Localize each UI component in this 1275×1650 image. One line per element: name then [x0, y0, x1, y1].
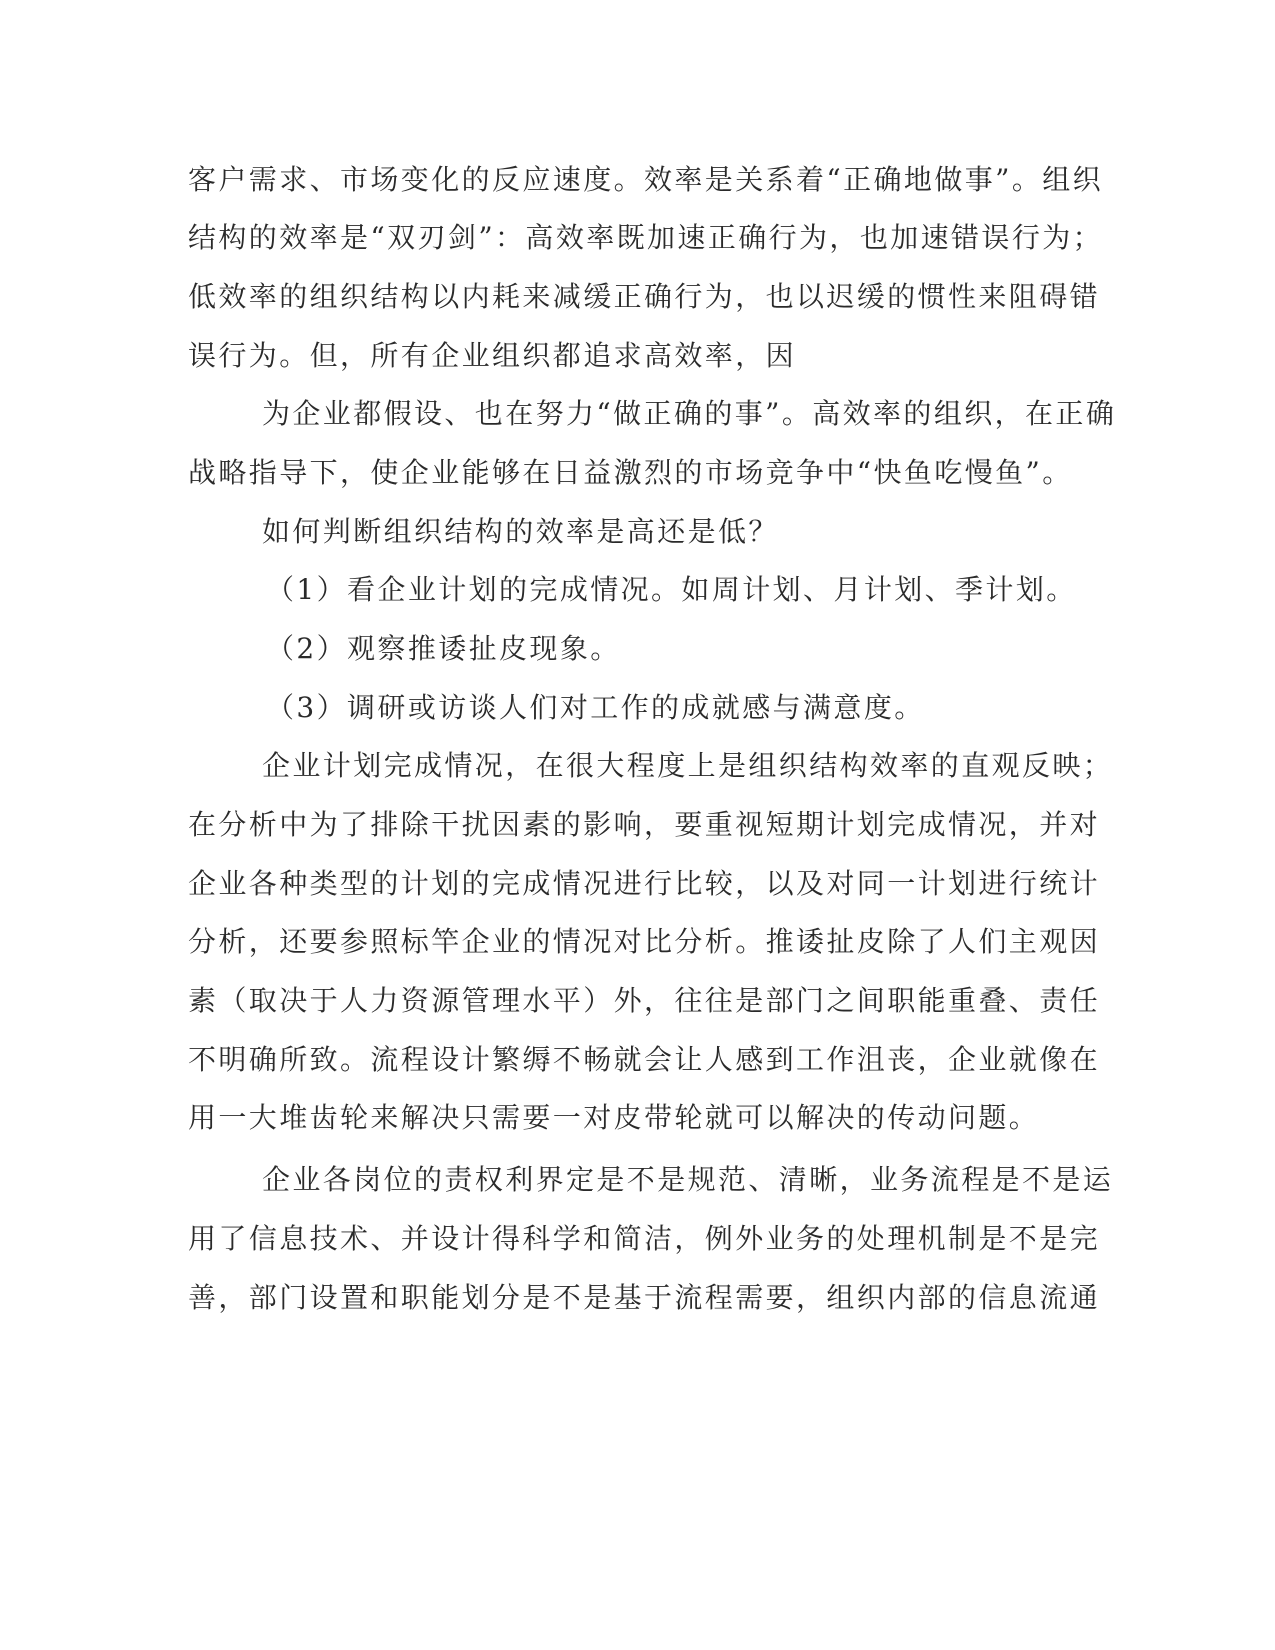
text-line: 用了信息技术、并设计得科学和简洁，例外业务的处理机制是不是完 — [188, 1222, 1101, 1255]
text-line: 战略指导下，使企业能够在日益激烈的市场竞争中“快鱼吃慢鱼”。 — [188, 456, 1073, 489]
paragraph-first-line: 企业计划完成情况，在很大程度上是组织结构效率的直观反映； — [262, 749, 1114, 782]
text-line: 低效率的组织结构以内耗来减缓正确行为，也以迟缓的惯性来阻碍错 — [188, 280, 1101, 313]
list-item: （3）调研或访谈人们对工作的成就感与满意度。 — [266, 691, 925, 724]
text-line: 企业各种类型的计划的完成情况进行比较，以及对同一计划进行统计 — [188, 867, 1101, 900]
paragraph-first-line: 企业各岗位的责权利界定是不是规范、清晰，业务流程是不是运 — [262, 1163, 1114, 1196]
text-line: 素（取决于人力资源管理水平）外，往往是部门之间职能重叠、责任 — [188, 984, 1101, 1017]
text-line: 结构的效率是“双刃剑”：高效率既加速正确行为，也加速错误行为； — [188, 221, 1104, 254]
text-line: 不明确所致。流程设计繁缛不畅就会让人感到工作沮丧，企业就像在 — [188, 1043, 1101, 1076]
text-line: 分析，还要参照标竿企业的情况对比分析。推诿扯皮除了人们主观因 — [188, 925, 1101, 958]
text-line: 误行为。但，所有企业组织都追求高效率，因 — [188, 339, 797, 372]
text-line: 用一大堆齿轮来解决只需要一对皮带轮就可以解决的传动问题。 — [188, 1101, 1040, 1134]
list-item: （2）观察推诿扯皮现象。 — [266, 632, 621, 665]
text-line: 在分析中为了排除干扰因素的影响，要重视短期计划完成情况，并对 — [188, 808, 1101, 841]
text-line: 客户需求、市场变化的反应速度。效率是关系着“正确地做事”。组织 — [188, 163, 1104, 196]
list-item: （1）看企业计划的完成情况。如周计划、月计划、季计划。 — [266, 573, 1077, 606]
paragraph-first-line: 为企业都假设、也在努力“做正确的事”。高效率的组织，在正确 — [262, 397, 1117, 430]
text-line: 善，部门设置和职能划分是不是基于流程需要，组织内部的信息流通 — [188, 1281, 1101, 1314]
question-line: 如何判断组织结构的效率是高还是低？ — [262, 515, 779, 548]
